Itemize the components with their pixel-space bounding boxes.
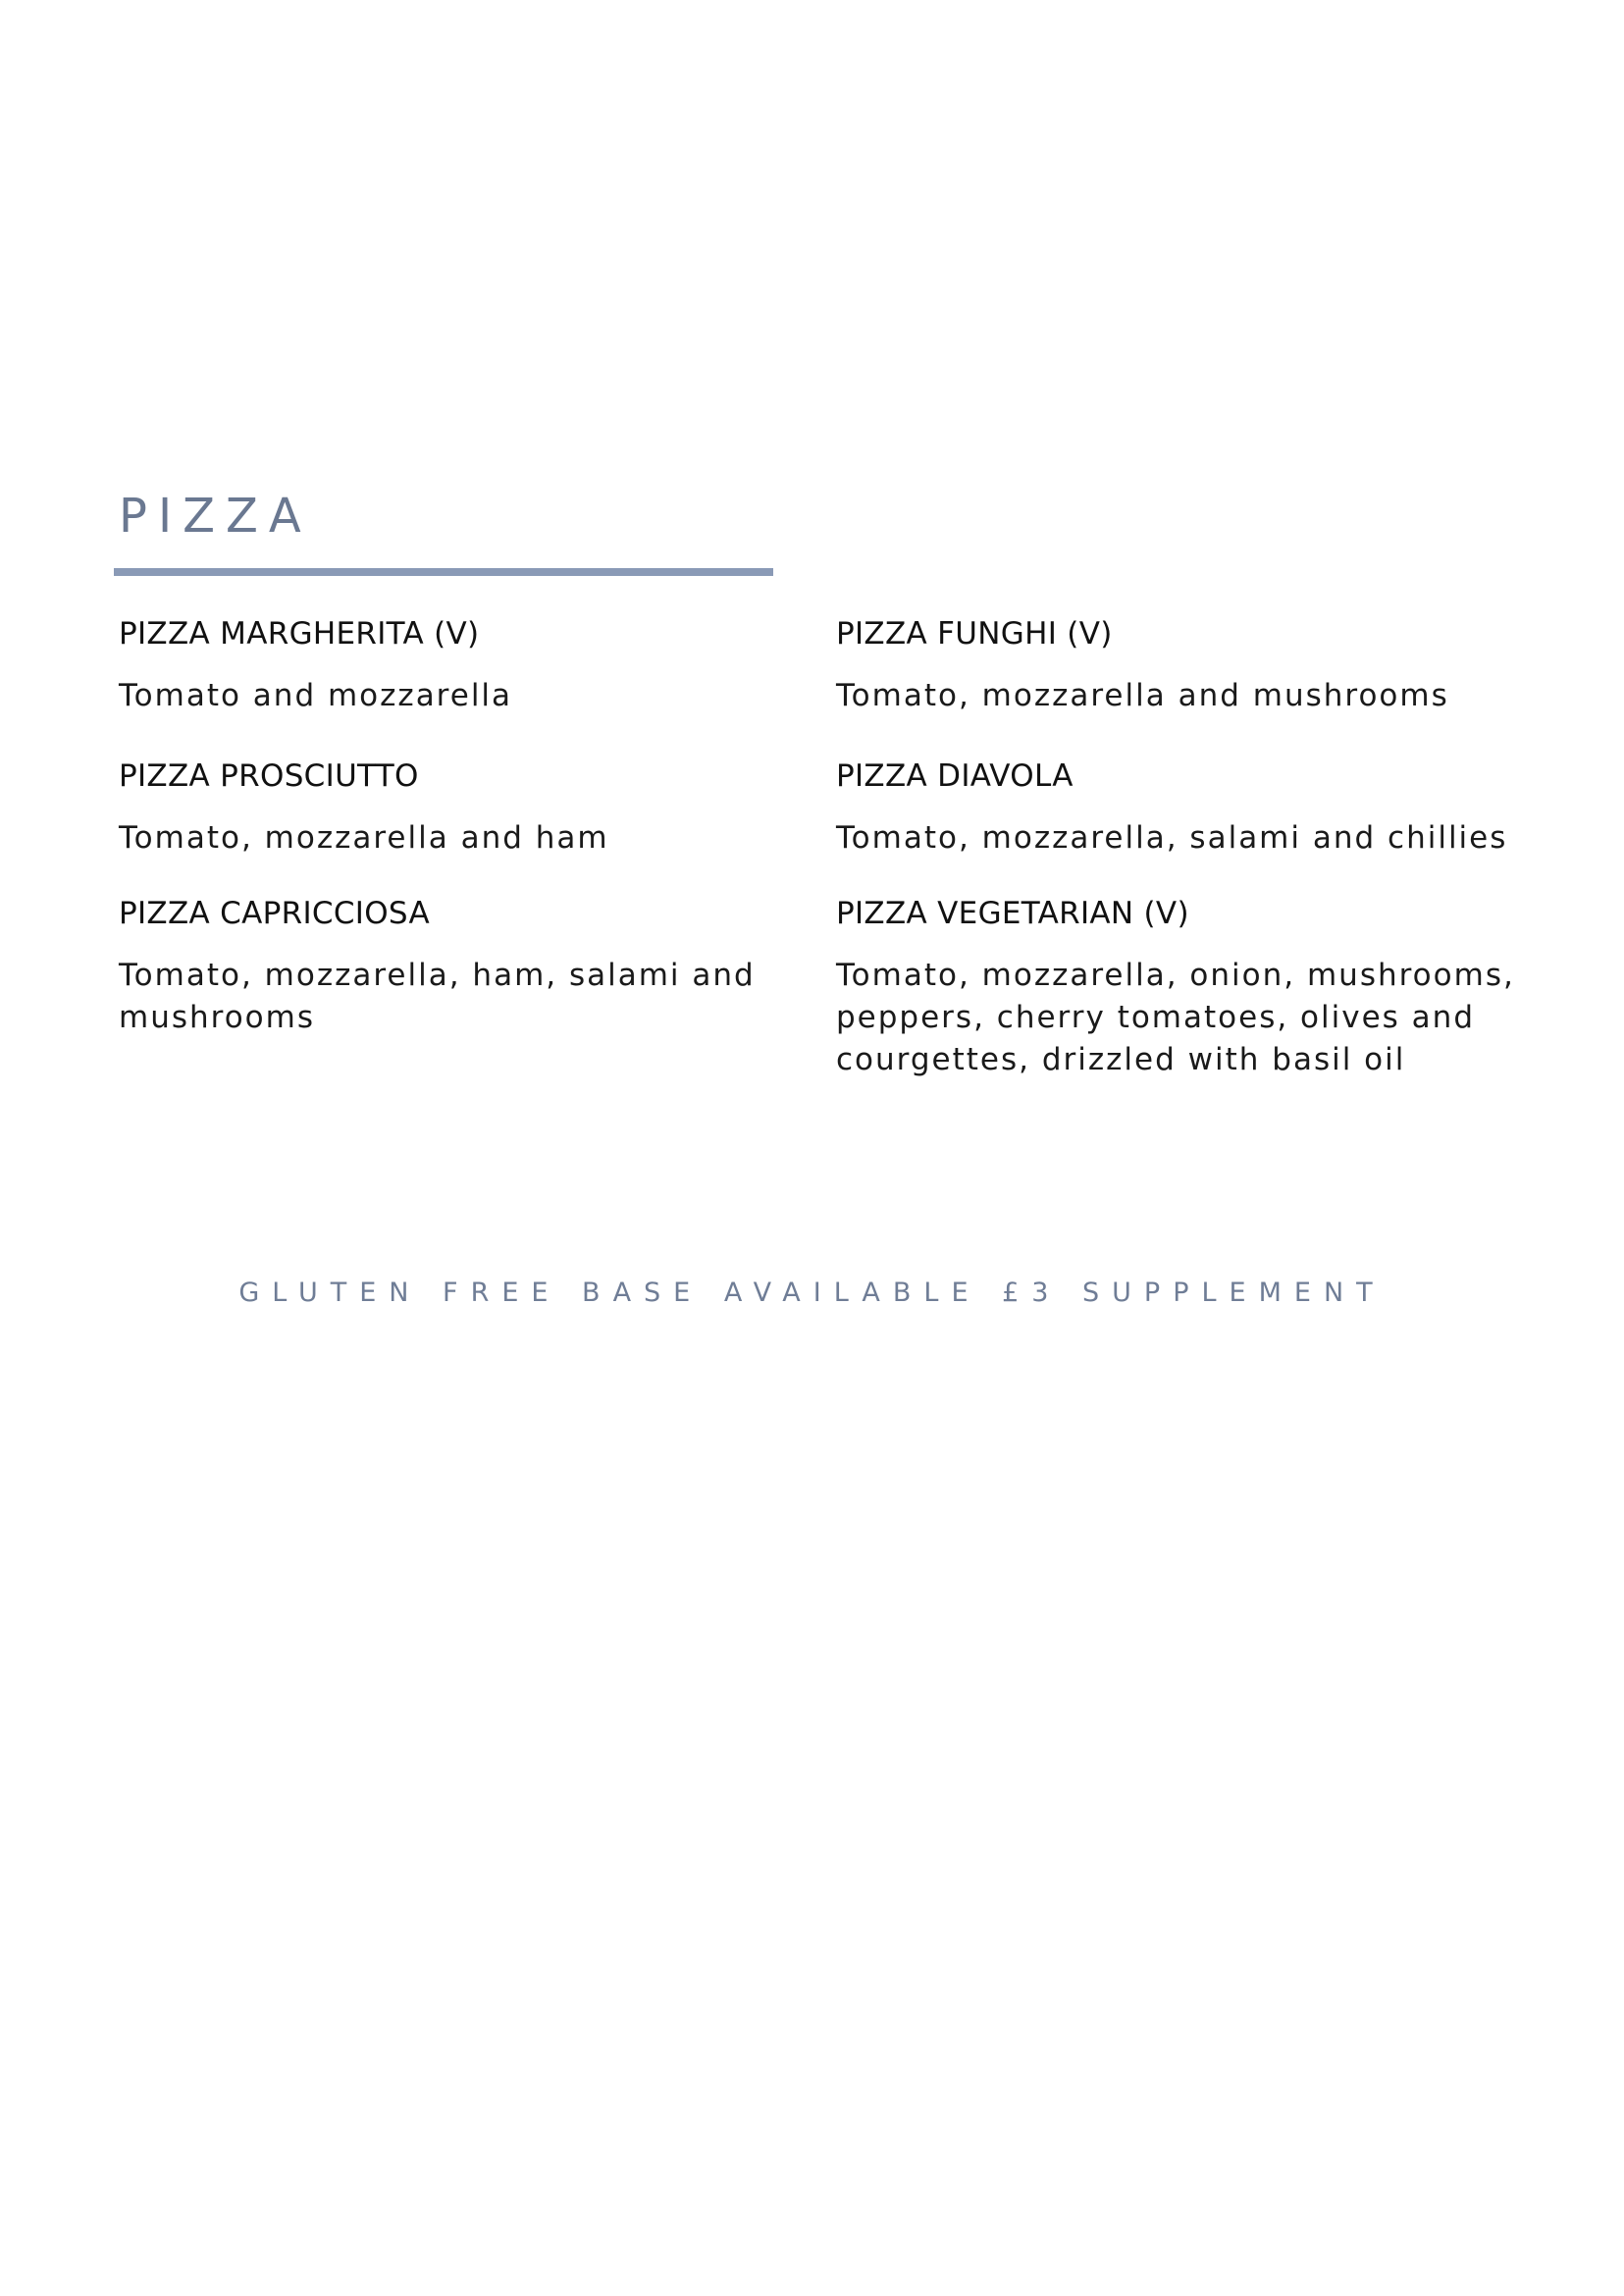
item-name: PIZZA MARGHERITA (V) xyxy=(119,616,480,652)
menu-item-funghi xyxy=(836,616,1523,717)
item-description: Tomato and mozzarella xyxy=(119,678,513,713)
gluten-free-note: GLUTEN FREE BASE AVAILABLE £3 SUPPLEMENT xyxy=(238,1278,1386,1308)
section-title: PIZZA xyxy=(119,489,312,544)
menu-item-diavola xyxy=(836,758,1523,860)
item-description: Tomato, mozzarella and ham xyxy=(119,820,609,856)
menu-item-prosciutto xyxy=(119,758,766,860)
item-name: PIZZA CAPRICCIOSA xyxy=(119,896,430,931)
item-description: Tomato, mozzarella, salami and chillies xyxy=(836,820,1508,856)
menu-item-margherita xyxy=(119,616,766,717)
menu-item-vegetarian xyxy=(836,896,1523,1081)
section-divider xyxy=(114,568,773,576)
item-name: PIZZA DIAVOLA xyxy=(836,758,1074,794)
item-name: PIZZA FUNGHI (V) xyxy=(836,616,1113,652)
menu-item-capricciosa xyxy=(119,896,766,1039)
item-description: Tomato, mozzarella, ham, salami and mushrooms xyxy=(119,958,756,1035)
item-description: Tomato, mozzarella, onion, mushrooms, peppers, cherry tomatoes, olives and courgettes, drizzled with basil oil xyxy=(836,958,1515,1077)
item-name: PIZZA PROSCIUTTO xyxy=(119,758,419,794)
item-name: PIZZA VEGETARIAN (V) xyxy=(836,896,1189,931)
item-description: Tomato, mozzarella and mushrooms xyxy=(836,678,1449,713)
